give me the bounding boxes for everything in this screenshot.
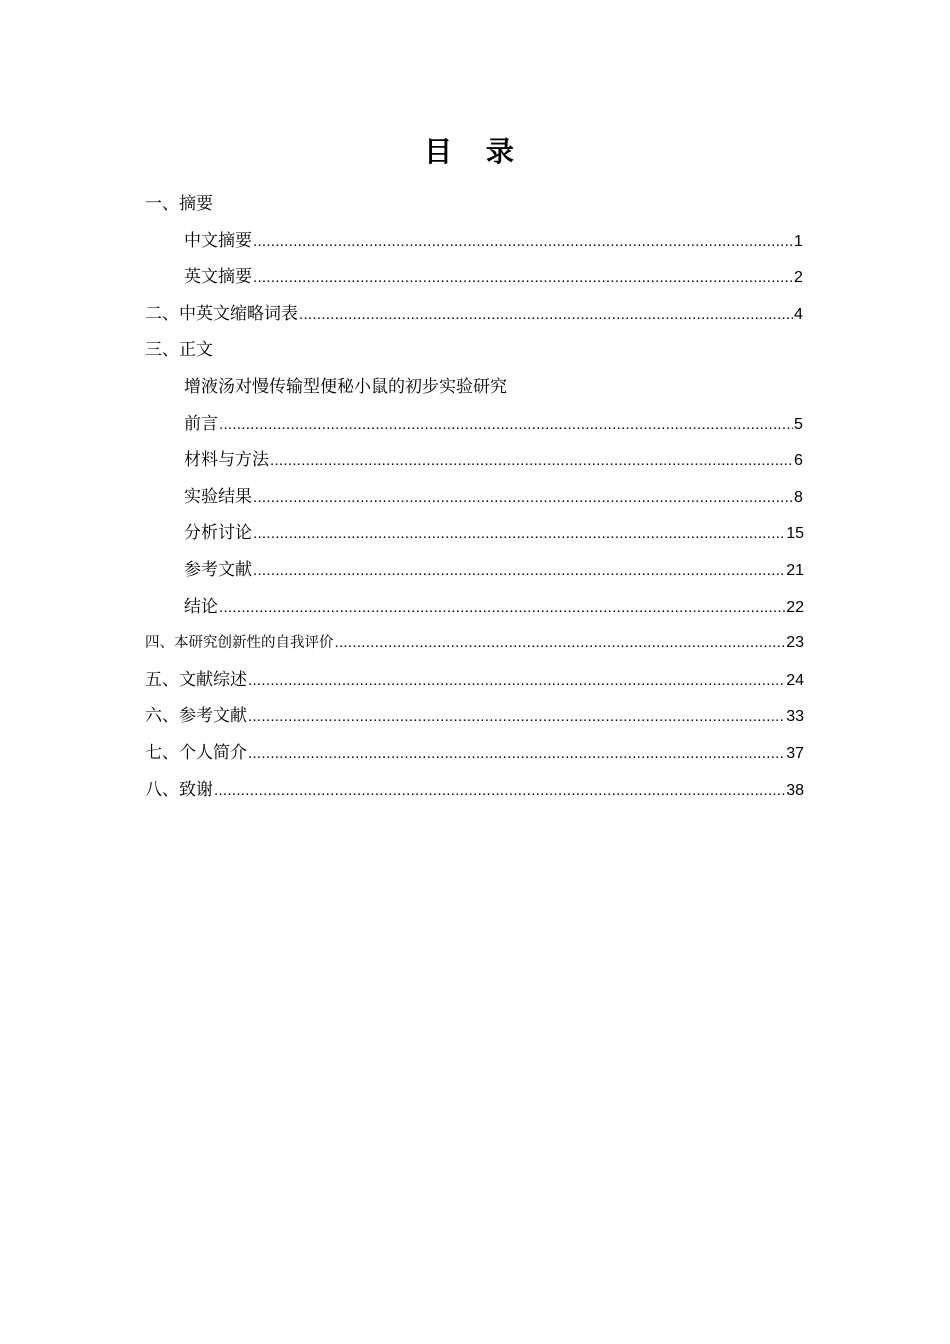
toc-entry-line	[184, 515, 804, 553]
toc-entry-label: 前言	[184, 413, 218, 434]
toc-entry-line	[145, 662, 804, 700]
toc-entry[interactable]	[0, 332, 950, 369]
toc-entry-line	[145, 296, 804, 334]
toc-entry-page-number: 1	[794, 232, 803, 250]
toc-entry-label: 一、摘要	[145, 194, 213, 214]
toc-entry-label: 六、参考文献	[145, 706, 247, 727]
toc-entry[interactable]	[0, 735, 950, 772]
toc-entry-page-number: 15	[786, 525, 804, 543]
toc-entry-line	[145, 772, 804, 810]
toc-entry-line	[145, 625, 804, 662]
toc-dot-leader	[219, 590, 785, 627]
toc-entry[interactable]	[0, 698, 950, 735]
toc-entry[interactable]	[0, 662, 950, 699]
toc-dot-leader	[270, 443, 793, 480]
toc-entry-label: 实验结果	[184, 486, 252, 507]
toc-entry-line	[184, 479, 804, 517]
toc-entry[interactable]	[0, 296, 950, 333]
toc-entry-line	[184, 406, 804, 444]
toc-entry[interactable]	[0, 442, 950, 479]
toc-entry-line	[184, 589, 804, 627]
toc-entry[interactable]	[0, 589, 950, 626]
toc-dot-leader	[219, 407, 793, 444]
toc-entry-label: 七、个人简介	[145, 742, 247, 763]
toc-entry-label: 中文摘要	[184, 230, 252, 251]
toc-entry-page-number: 8	[794, 488, 803, 506]
toc-entry-label: 八、致谢	[145, 779, 213, 800]
toc-entry-page-number: 24	[786, 671, 804, 689]
toc-dot-leader	[253, 480, 793, 517]
toc-entry-line	[184, 369, 507, 406]
toc-entry-label: 五、文献综述	[145, 669, 247, 690]
toc-entry-label: 二、中英文缩略词表	[145, 303, 298, 324]
toc-entry-label: 增液汤对慢传输型便秘小鼠的初步实验研究	[184, 376, 507, 397]
toc-entry-page-number: 38	[786, 781, 804, 799]
toc-dot-leader	[214, 773, 785, 810]
toc-dot-leader	[253, 516, 785, 553]
toc-entry-line	[145, 332, 213, 369]
toc-entry[interactable]	[0, 259, 950, 296]
toc-entry-line	[184, 223, 804, 261]
toc-entry-line	[145, 735, 804, 773]
toc-entry-line	[145, 186, 213, 223]
toc-entry-page-number: 6	[794, 452, 803, 470]
toc-entry-page-number: 37	[786, 744, 804, 762]
toc-entry-page-number: 22	[786, 598, 804, 616]
toc-entry-line	[145, 698, 804, 736]
toc-entry[interactable]	[0, 625, 950, 662]
toc-entry-line	[184, 552, 804, 590]
toc-entry-page-number: 5	[794, 415, 803, 433]
toc-entry-page-number: 2	[794, 269, 803, 287]
toc-title: 目 录	[424, 135, 526, 168]
toc-dot-leader	[253, 260, 793, 297]
toc-entry-label: 英文摘要	[184, 267, 252, 288]
toc-dot-leader	[248, 699, 785, 736]
toc-dot-leader	[253, 553, 785, 590]
toc-entry[interactable]	[0, 772, 950, 809]
toc-entry-label: 四、本研究创新性的自我评价	[145, 635, 334, 652]
toc-entry[interactable]	[0, 406, 950, 443]
toc-entry[interactable]	[0, 223, 950, 260]
toc-entry-line	[184, 442, 804, 480]
toc-entry-label: 参考文献	[184, 559, 252, 580]
toc-entry-label: 材料与方法	[184, 450, 269, 471]
toc-dot-leader	[299, 297, 793, 334]
toc-entry[interactable]	[0, 186, 950, 223]
toc-entry-page-number: 4	[794, 305, 803, 323]
toc-entry-page-number: 33	[786, 708, 804, 726]
toc-dot-leader	[248, 663, 785, 700]
toc-entry-page-number: 21	[786, 561, 804, 579]
toc-dot-leader	[248, 736, 785, 773]
toc-entry-line	[184, 259, 804, 297]
toc-entry-label: 三、正文	[145, 340, 213, 361]
toc-list	[0, 186, 950, 808]
toc-dot-leader	[253, 224, 793, 261]
toc-entry[interactable]	[0, 552, 950, 589]
toc-entry[interactable]	[0, 515, 950, 552]
toc-entry-label: 结论	[184, 596, 218, 617]
toc-entry[interactable]	[0, 479, 950, 516]
toc-entry[interactable]	[0, 369, 950, 406]
toc-dot-leader	[335, 625, 786, 662]
toc-entry-label: 分析讨论	[184, 523, 252, 544]
toc-entry-page-number: 23	[786, 634, 804, 652]
